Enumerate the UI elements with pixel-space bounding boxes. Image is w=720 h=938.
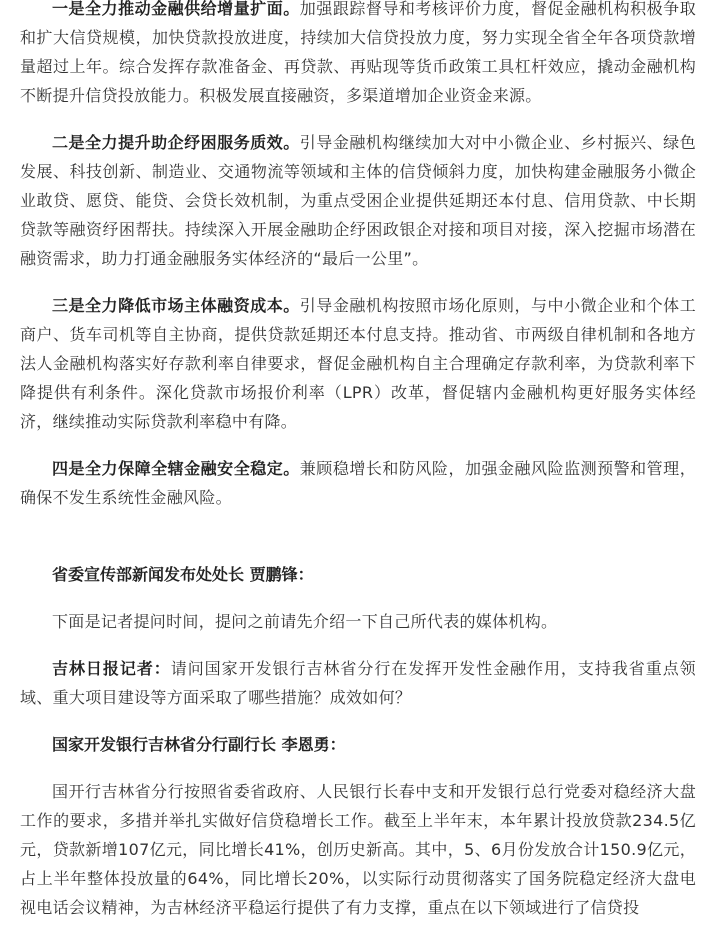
measure-text-4: 兼顾稳增长和防风险，加强金融风险监测预警和管理，确保不发生系统性金融风险。 bbox=[20, 459, 696, 507]
measure-lead-3: 三是全力降低市场主体融资成本。 bbox=[52, 296, 300, 315]
measure-paragraph-4 bbox=[20, 454, 696, 512]
measure-paragraph-3 bbox=[20, 291, 696, 436]
measure-paragraph-1 bbox=[20, 0, 696, 110]
measure-text-3: 引导金融机构按照市场化原则，与中小微企业和个体工商户、货车司机等自主协商，提供贷款延期还本付息支持。推动省、市两级自律机制和各地方法人金融机构落实好存款利率自律要求，督促金融机构自主合理确定存款利率，为贷款利率下降提供有利条件。深化贷款市场报价利率（LPR）改革，督促辖内金融机构更好服务实体经济，继续推动实际贷款利率稳中有降。 bbox=[20, 296, 696, 431]
question-text: 请问国家开发银行吉林省分行在发挥开发性金融作用，支持我省重点领域、重大项目建设等方面采取了哪些措施？成效如何？ bbox=[20, 659, 696, 707]
measure-text-2: 引导金融机构继续加大对中小微企业、乡村振兴、绿色发展、科技创新、制造业、交通物流等领域和主体的信贷倾斜力度，加快构建金融服务小微企业敢贷、愿贷、能贷、会贷长效机制，为重点受困企业提供延期还本付息、信用贷款、中长期贷款等融资纾困帮扶。持续深入开展金融助企纾困政银企对接和项目对接，深入挖掘市场潜在融资需求，助力打通金融服务实体经济的“最后一公里”。 bbox=[20, 133, 696, 268]
measure-text-1: 加强跟踪督导和考核评价力度，督促金融机构积极争取和扩大信贷规模，加快贷款投放进度，持续加大信贷投放力度，努力实现全省全年各项贷款增量超过上年。综合发挥存款准备金、再贷款、再贴现等货币政策工具杠杆效应，撬动金融机构不断提升信贷投放能力。积极发展直接融资，多渠道增加企业资金来源。 bbox=[20, 0, 696, 105]
measure-lead-2: 二是全力提升助企纾困服务质效。 bbox=[52, 133, 300, 152]
question-paragraph bbox=[20, 654, 696, 712]
measure-lead-4: 四是全力保障全辖金融安全稳定。 bbox=[52, 459, 300, 478]
host-speaker: 省委宣传部新闻发布处处长 贾鹏锋： bbox=[52, 565, 314, 584]
measure-paragraph-2 bbox=[20, 128, 696, 273]
answer-text: 国开行吉林省分行按照省委省政府、人民银行长春中支和开发银行总行党委对稳经济大盘工作的要求，多措并举扎实做好信贷稳增长工作。截至上半年末，本年累计投放贷款234.5亿元，贷款新增107亿元，同比增长41%，创历史新高。其中，5、6月份发放合计150.9亿元，占上半年整体投放量的64%，同比增长20%，以实际行动贯彻落实了国务院稳定经济大盘电视电话会议精神，为吉林经济平稳运行提供了有力支撑，重点在以下领域进行了信贷投 bbox=[20, 782, 696, 917]
answer-speaker: 国家开发银行吉林省分行副行长 李恩勇： bbox=[52, 735, 346, 754]
host-statement: 下面是记者提问时间，提问之前请先介绍一下自己所代表的媒体机构。 bbox=[52, 612, 558, 631]
measure-lead-1: 一是全力推动金融供给增量扩面。 bbox=[52, 0, 300, 18]
reporter-label: 吉林日报记者： bbox=[52, 659, 171, 678]
